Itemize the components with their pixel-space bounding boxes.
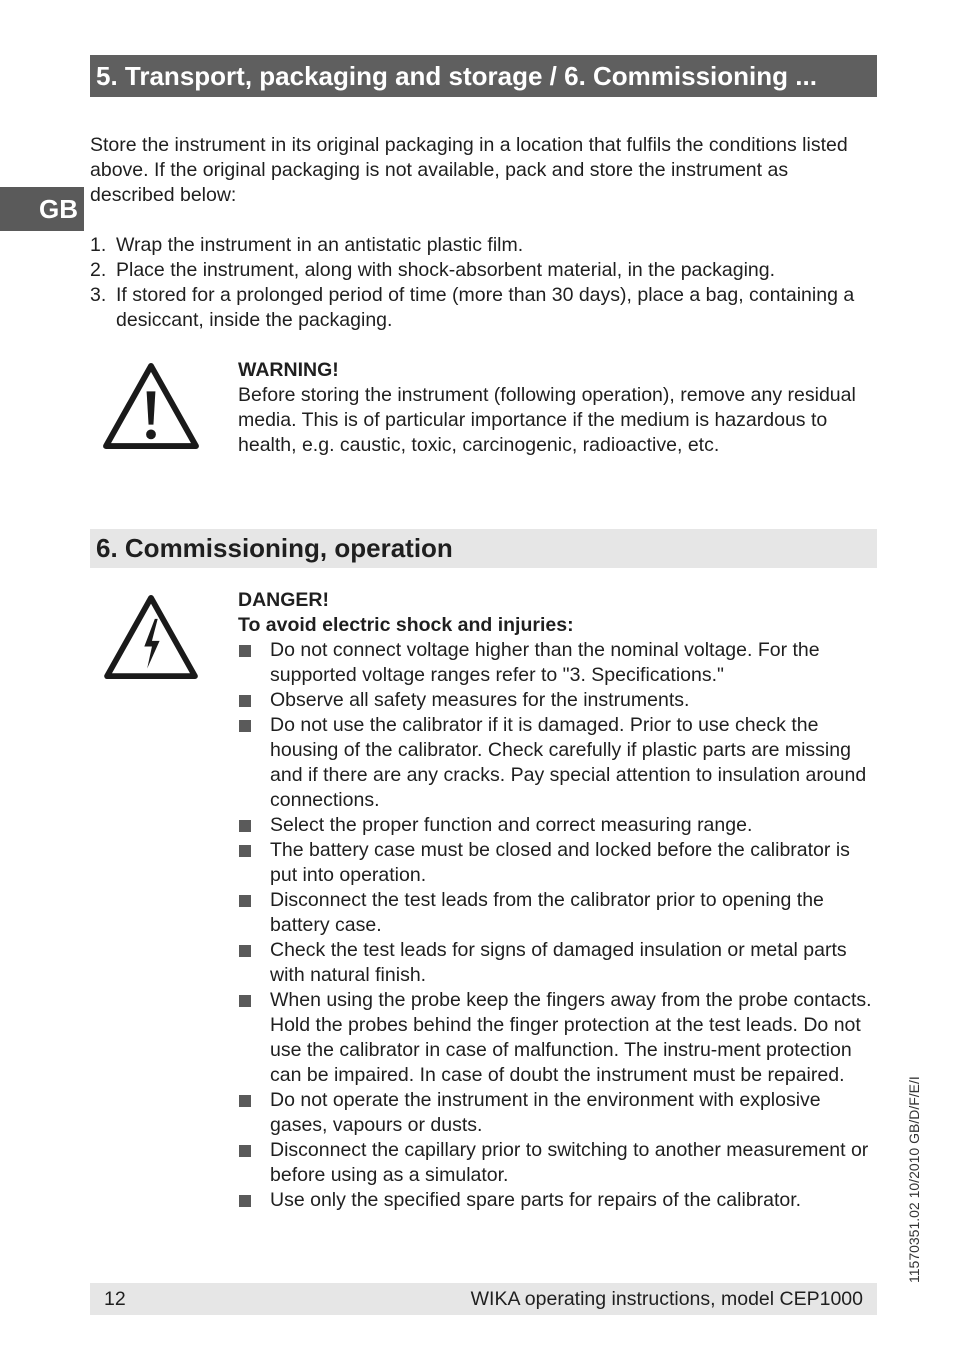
danger-list xyxy=(238,638,878,1213)
list-item-text: When using the probe keep the fingers away from the probe contacts. Hold the probes behind the finger protection at the test leads. Do not use the calibrator in case of malfunction. The instru-ment protection can be impaired. In case of doubt the instrument must be repaired. xyxy=(270,989,872,1086)
list-item xyxy=(238,888,878,938)
page-number: 12 xyxy=(104,1288,126,1310)
storage-step xyxy=(90,233,877,258)
square-bullet-icon xyxy=(239,1195,251,1207)
storage-steps xyxy=(90,233,877,333)
electric-shock-triangle-icon xyxy=(103,594,199,680)
list-item xyxy=(238,688,878,713)
document-code: 11570351.02 10/2010 GB/D/F/E/I xyxy=(906,1076,922,1283)
page-footer xyxy=(90,1283,877,1315)
danger-notice xyxy=(238,588,878,1213)
list-item xyxy=(238,638,878,688)
square-bullet-icon xyxy=(239,645,251,657)
list-item xyxy=(238,1188,878,1213)
warning-triangle-icon xyxy=(102,362,200,450)
list-item-text: Disconnect the test leads from the calibrator prior to opening the battery case. xyxy=(270,889,824,936)
warning-text: Before storing the instrument (following operation), remove any residual media. This is of particular importance if the medium is hazardous to health, e.g. caustic, toxic, carcinogenic, radioactive, etc. xyxy=(238,384,856,456)
warning-title: WARNING! xyxy=(238,359,339,381)
chapter-header: 5. Transport, packaging and storage / 6. Commissioning ... xyxy=(90,55,877,97)
step-text: If stored for a prolonged period of time (more than 30 days), place a bag, containing a desiccant, inside the packaging. xyxy=(116,284,855,331)
step-text: Place the instrument, along with shock-absorbent material, in the packaging. xyxy=(116,259,776,281)
square-bullet-icon xyxy=(239,720,251,732)
storage-step xyxy=(90,283,877,333)
square-bullet-icon xyxy=(239,820,251,832)
list-item-text: The battery case must be closed and locked before the calibrator is put into operation. xyxy=(270,839,850,886)
square-bullet-icon xyxy=(239,695,251,707)
list-item-text: Use only the specified spare parts for repairs of the calibrator. xyxy=(270,1189,802,1211)
list-item xyxy=(238,938,878,988)
list-item xyxy=(238,713,878,813)
step-number: 1. xyxy=(90,234,107,256)
list-item-text: Observe all safety measures for the instruments. xyxy=(270,689,690,711)
list-item xyxy=(238,813,878,838)
list-item xyxy=(238,838,878,888)
section-heading: 6. Commissioning, operation xyxy=(90,529,877,568)
list-item xyxy=(238,1138,878,1188)
list-item-text: Do not connect voltage higher than the nominal voltage. For the supported voltage ranges refer to "3. Specifications." xyxy=(270,639,820,686)
list-item xyxy=(238,1088,878,1138)
list-item xyxy=(238,988,878,1088)
footer-title: WIKA operating instructions, model CEP1000 xyxy=(470,1288,863,1310)
list-item-text: Do not use the calibrator if it is damaged. Prior to use check the housing of the calibrator. Check carefully if plastic parts are missing and if there are any cracks. Pay special attention to insulation around connections. xyxy=(270,714,867,811)
language-tab: GB xyxy=(0,187,84,231)
list-item-text: Select the proper function and correct measuring range. xyxy=(270,814,753,836)
list-item-text: Disconnect the capillary prior to switching to another measurement or before using as a simulator. xyxy=(270,1139,869,1186)
step-number: 3. xyxy=(90,284,107,306)
square-bullet-icon xyxy=(239,845,251,857)
list-item-text: Check the test leads for signs of damaged insulation or metal parts with natural finish. xyxy=(270,939,847,986)
square-bullet-icon xyxy=(239,1145,251,1157)
square-bullet-icon xyxy=(239,995,251,1007)
square-bullet-icon xyxy=(239,1095,251,1107)
danger-title: DANGER! xyxy=(238,589,329,611)
square-bullet-icon xyxy=(239,895,251,907)
warning-notice xyxy=(238,358,878,458)
danger-subtitle: To avoid electric shock and injuries: xyxy=(238,614,574,636)
list-item-text: Do not operate the instrument in the environment with explosive gases, vapours or dusts. xyxy=(270,1089,821,1136)
square-bullet-icon xyxy=(239,945,251,957)
storage-step xyxy=(90,258,877,283)
step-text: Wrap the instrument in an antistatic plastic film. xyxy=(116,234,524,256)
step-number: 2. xyxy=(90,259,107,281)
storage-intro: Store the instrument in its original packaging in a location that fulfils the conditions listed above. If the original packaging is not available, pack and store the instrument as described below: xyxy=(90,134,848,206)
